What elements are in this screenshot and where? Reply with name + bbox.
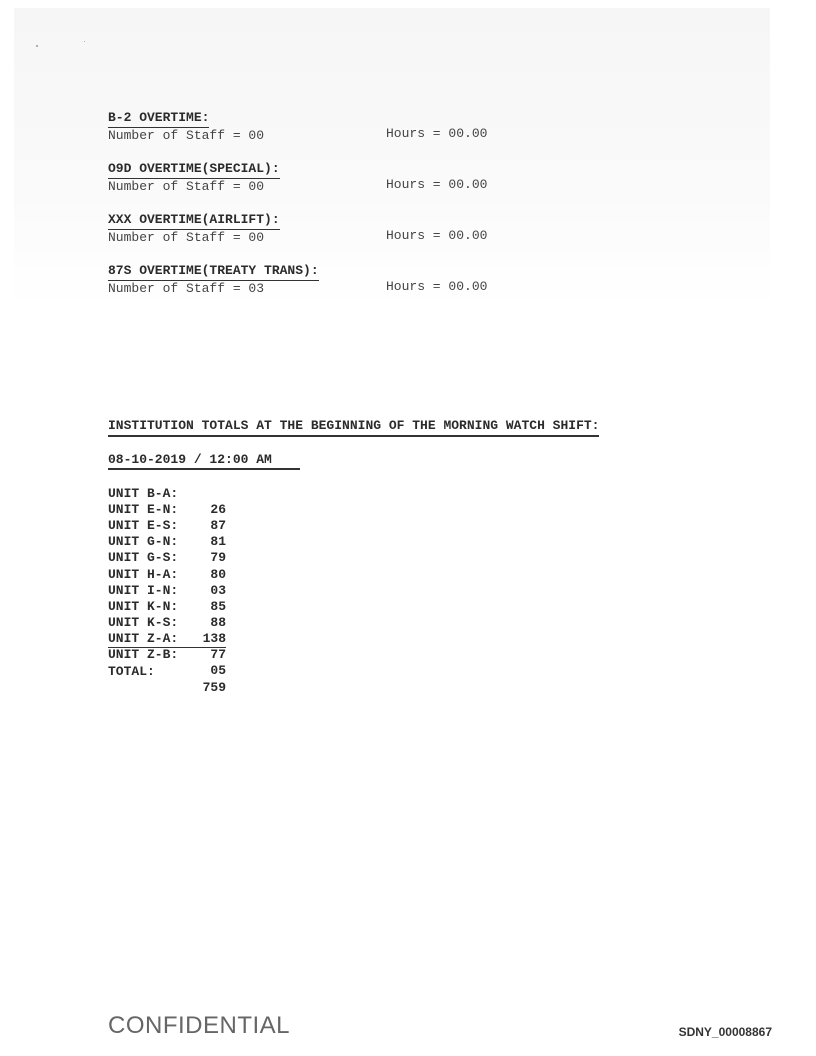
scan-speck [36, 45, 38, 47]
total-count: 759 [202, 680, 226, 696]
total-label: TOTAL: [108, 664, 155, 680]
unit-count: 05 [210, 663, 226, 679]
overtime-section-87s [108, 263, 488, 297]
unit-totals-list [108, 470, 226, 696]
overtime-section-b2 [108, 110, 488, 144]
unit-label: UNIT H-A: [108, 566, 179, 582]
overtime-heading: XXX OVERTIME(AIRLIFT): [108, 212, 280, 230]
unit-count: 79 [210, 550, 226, 566]
unit-count: 85 [210, 598, 226, 614]
unit-count: 03 [210, 582, 226, 598]
overtime-heading: 87S OVERTIME(TREATY TRANS): [108, 263, 319, 281]
unit-count: 87 [210, 518, 226, 534]
unit-label: UNIT B-A: [108, 486, 179, 502]
hours-value: Hours = 00.00 [386, 177, 488, 192]
bates-number: SDNY_00008867 [678, 1025, 772, 1039]
institution-totals-heading: INSTITUTION TOTALS AT THE BEGINNING OF THE MORNING WATCH SHIFT: [108, 418, 599, 437]
unit-label: UNIT K-N: [108, 598, 179, 614]
unit-label: UNIT G-N: [108, 534, 179, 550]
staff-count: Number of Staff = 00 [108, 128, 265, 143]
unit-count: 26 [210, 502, 226, 518]
unit-label: UNIT G-S: [108, 550, 179, 566]
overtime-section-xxx [108, 212, 488, 246]
hours-value: Hours = 00.00 [386, 126, 488, 141]
scan-speck [84, 41, 85, 42]
hours-value: Hours = 00.00 [386, 279, 488, 294]
unit-label: UNIT K-S: [108, 614, 179, 630]
date-time-line: 08-10-2019 / 12:00 AM [108, 452, 300, 470]
unit-count: 88 [210, 614, 226, 630]
unit-label: UNIT Z-A: [108, 630, 179, 646]
overtime-heading: O9D OVERTIME(SPECIAL): [108, 161, 280, 179]
staff-count: Number of Staff = 00 [108, 230, 265, 245]
overtime-section-o9d [108, 161, 488, 195]
unit-label: UNIT E-N: [108, 502, 179, 518]
confidential-stamp: CONFIDENTIAL [108, 1012, 291, 1039]
unit-label: UNIT I-N: [108, 582, 179, 598]
unit-label: UNIT E-S: [108, 518, 179, 534]
unit-count: 81 [210, 534, 226, 550]
hours-value: Hours = 00.00 [386, 228, 488, 243]
overtime-heading: B-2 OVERTIME: [108, 110, 209, 128]
unit-count: 77 [210, 647, 226, 663]
staff-count: Number of Staff = 00 [108, 179, 265, 194]
unit-count: 80 [210, 566, 226, 582]
unit-count: 138 [202, 630, 226, 646]
unit-label: UNIT Z-B: [108, 647, 179, 663]
staff-count: Number of Staff = 03 [108, 281, 265, 296]
